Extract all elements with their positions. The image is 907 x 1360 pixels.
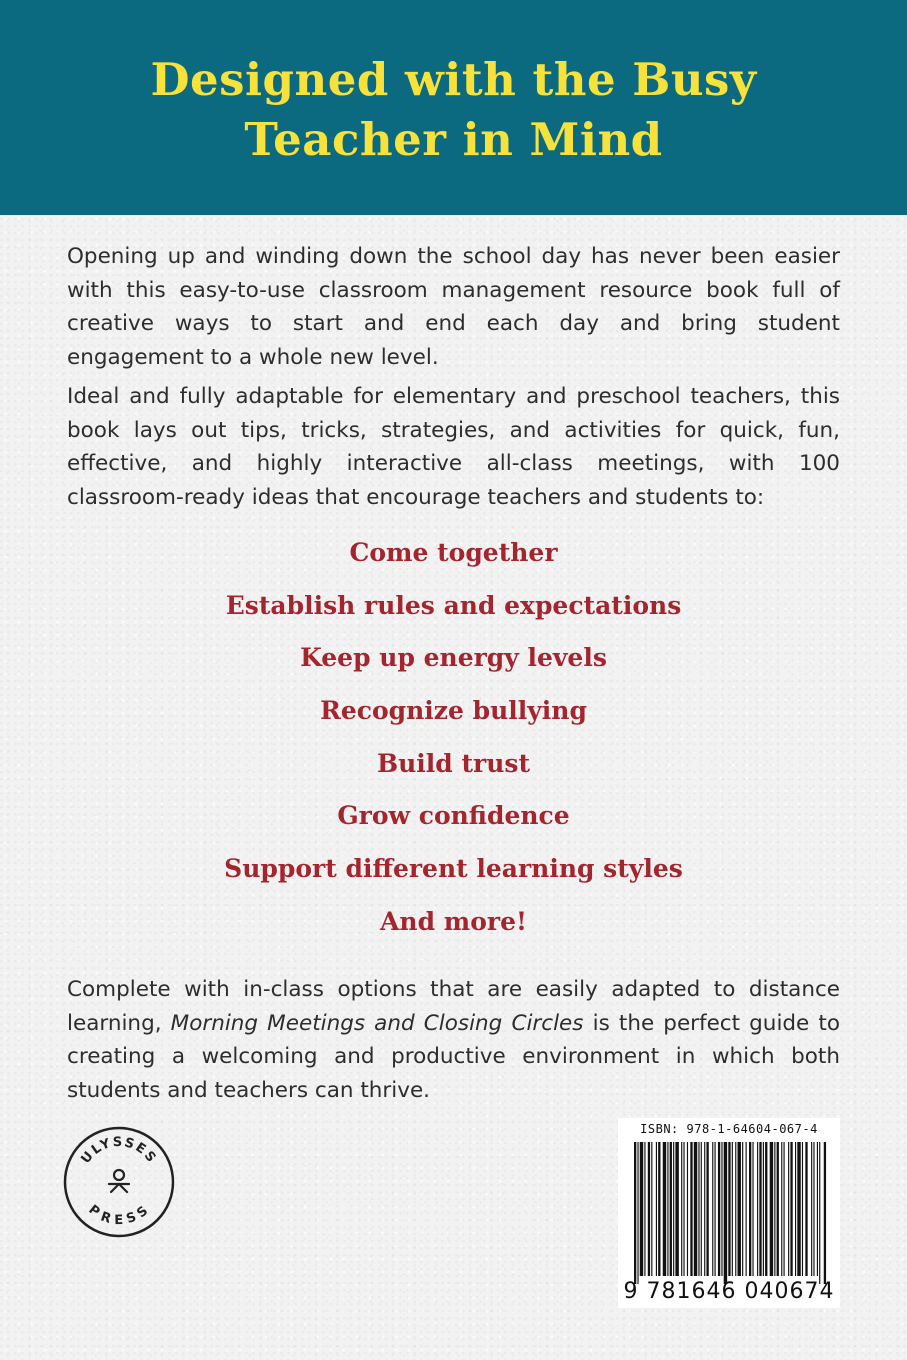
barcode-bar: [663, 1142, 666, 1276]
book-title: Morning Meetings and Closing Circles: [170, 1010, 584, 1036]
barcode-bar: [765, 1142, 767, 1276]
barcode-bar: [698, 1142, 699, 1276]
closing-text-end: is the perfect guide to creating a welcoming and productive environment in which both students and teachers can thrive.: [67, 1010, 840, 1104]
isbn-barcode: [618, 1118, 840, 1308]
barcode-bar: [706, 1142, 708, 1276]
benefit-item: Grow confidence: [337, 801, 570, 831]
barcode-bar: [640, 1142, 643, 1276]
barcode-bar: [774, 1142, 775, 1276]
banner-title: [0, 50, 907, 170]
barcode-bar: [718, 1142, 720, 1276]
barcode-bar: [781, 1142, 782, 1276]
barcode-bar: [757, 1142, 758, 1276]
barcode-bar: [681, 1142, 682, 1276]
barcode-bar: [802, 1142, 803, 1276]
barcode-bar: [658, 1142, 660, 1276]
banner-title-line-2: Teacher in Mind: [244, 113, 663, 166]
barcode-bar: [634, 1142, 636, 1284]
publisher-name-top: ULYSSES: [78, 1134, 160, 1167]
barcode-bar: [648, 1142, 650, 1276]
barcode-bar: [687, 1142, 688, 1276]
barcode-bar: [675, 1142, 678, 1276]
barcode-bar: [732, 1142, 733, 1276]
barcode-bar: [805, 1142, 807, 1276]
benefit-item: Recognize bullying: [320, 696, 587, 726]
isbn-label: ISBN: 978-1-64604-067-4: [640, 1122, 818, 1136]
barcode-bar: [644, 1142, 645, 1276]
person-icon: [109, 1170, 129, 1192]
benefit-item: Establish rules and expectations: [225, 590, 682, 620]
barcode-bar: [790, 1142, 792, 1276]
barcode-bar: [746, 1142, 747, 1276]
barcode-bar: [694, 1142, 697, 1276]
intro-paragraph: Opening up and winding down the school day has never been easier with this easy-to-use classroom management resource book full of creative ways to start and end each day and bring student engagement to a whole new level.: [67, 244, 840, 371]
barcode-bar: [777, 1142, 779, 1276]
barcode-bar: [656, 1142, 657, 1276]
barcode-bar: [651, 1142, 652, 1276]
ideal-paragraph: Ideal and fully adaptable for elementary and preschool teachers, this book lays out tips, tricks, strategies, and activities for quick, fun, effective, and highly interactive all-class meetings, with 100 classroom-ready ideas that encourage teachers and students to:: [67, 384, 840, 511]
barcode-bar: [683, 1142, 684, 1276]
barcode-bar: [759, 1142, 761, 1276]
barcode-bar: [667, 1142, 668, 1276]
benefit-item: Support different learning styles: [224, 854, 683, 884]
benefit-item: And more!: [380, 906, 527, 936]
closing-text-start: Complete with in-class options that are easily adapted to distance learning,: [67, 977, 840, 1036]
barcode-bar: [728, 1142, 730, 1276]
barcode-bar: [788, 1142, 789, 1276]
barcode-bar: [724, 1142, 727, 1284]
barcode-bar: [670, 1142, 672, 1276]
barcode-bar: [817, 1142, 818, 1276]
benefit-list: [0, 533, 907, 955]
barcode-digits: 9 781646 040674: [623, 1279, 835, 1304]
barcode-bar: [763, 1142, 764, 1276]
barcode-bar: [824, 1142, 826, 1284]
barcode-bar: [749, 1142, 751, 1276]
barcode-bar: [721, 1142, 722, 1276]
publisher-name-bottom: PRESS: [85, 1202, 153, 1228]
barcode-bar: [701, 1142, 702, 1276]
svg-text:PRESS: [86, 1202, 153, 1228]
barcode-bar: [770, 1142, 773, 1276]
barcode-bar: [704, 1142, 705, 1276]
barcode-bar: [738, 1142, 741, 1276]
barcode-bar: [797, 1142, 800, 1276]
barcode-bar: [712, 1142, 713, 1276]
barcode-bar: [819, 1142, 820, 1284]
barcode-bar: [742, 1142, 743, 1276]
barcode-bar: [784, 1142, 785, 1276]
ulysses-press-logo: [62, 1125, 176, 1239]
barcode-bar: [690, 1142, 692, 1276]
title-banner: [0, 0, 907, 215]
barcode-bar: [811, 1142, 812, 1276]
closing-paragraph: [67, 973, 840, 1108]
barcode-bar: [795, 1142, 796, 1276]
svg-text:ULYSSES: [78, 1135, 159, 1167]
barcode-bar: [735, 1142, 736, 1276]
benefit-item: Keep up energy levels: [300, 643, 607, 673]
barcode-bar: [637, 1142, 638, 1284]
barcode-bar: [673, 1142, 674, 1276]
barcode-bar: [752, 1142, 753, 1276]
banner-title-line-1: Designed with the Busy: [150, 53, 757, 106]
benefit-item: Come together: [349, 538, 558, 567]
benefit-item: Build trust: [376, 748, 530, 778]
barcode-bar: [715, 1142, 716, 1276]
barcode-bar: [813, 1142, 814, 1276]
